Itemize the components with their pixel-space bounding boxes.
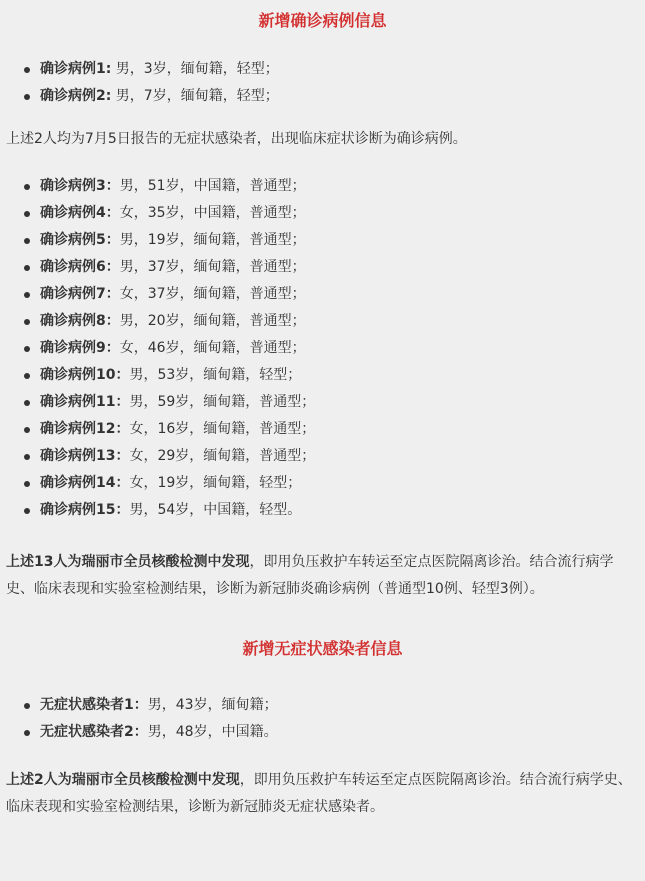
asymptomatic-cases-list [0, 692, 645, 746]
case-details: 男，43岁，缅甸籍； [147, 697, 278, 713]
list-item [22, 83, 645, 110]
case-label: 确诊病例14： [40, 475, 130, 491]
list-item [22, 335, 645, 362]
case-label: 确诊病例6： [40, 259, 120, 275]
list-item [22, 497, 645, 524]
case-details: 男，51岁，中国籍，普通型； [119, 178, 306, 194]
list-item [22, 416, 645, 443]
case-label: 确诊病例15： [40, 502, 130, 518]
case-details: 男，3岁，缅甸籍，轻型； [111, 61, 279, 77]
note-confirmed-cases-source [0, 549, 645, 603]
note-asymptomatic-source [0, 767, 645, 821]
list-item [22, 281, 645, 308]
case-details: 女，35岁，中国籍，普通型； [119, 205, 306, 221]
list-item [22, 692, 645, 719]
case-label: 无症状感染者1： [40, 697, 148, 713]
case-label: 确诊病例10： [40, 367, 130, 383]
list-item [22, 227, 645, 254]
case-details: 男，53岁，缅甸籍，轻型； [129, 367, 302, 383]
note-text: ，即用负压救护车转运至定点医院隔离诊治。结合流行病学史、临床表现和实验室检测结果，诊断为新冠肺炎确诊病例（普通型10例、轻型3例）。 [6, 554, 614, 597]
case-label: 无症状感染者2： [40, 724, 148, 740]
list-item [22, 443, 645, 470]
case-details: 男，54岁，中国籍，轻型。 [129, 502, 302, 518]
case-label: 确诊病例2: [40, 88, 112, 104]
section-title-asymptomatic: 新增无症状感染者信息 [242, 639, 403, 658]
confirmed-cases-list-1 [0, 56, 645, 110]
list-item [22, 470, 645, 497]
case-label: 确诊病例1: [40, 61, 112, 77]
note-reclassified-cases: 上述2人均为7月5日报告的无症状感染者，出现临床症状诊断为确诊病例。 [6, 131, 467, 147]
list-item [22, 173, 645, 200]
case-details: 女，37岁，缅甸籍，普通型； [119, 286, 306, 302]
case-details: 女，46岁，缅甸籍，普通型； [119, 340, 306, 356]
case-label: 确诊病例13： [40, 448, 130, 464]
case-label: 确诊病例9： [40, 340, 120, 356]
list-item [22, 254, 645, 281]
case-label: 确诊病例7： [40, 286, 120, 302]
case-details: 女，19岁，缅甸籍，轻型； [129, 475, 302, 491]
case-details: 女，16岁，缅甸籍，普通型； [129, 421, 316, 437]
note-bold-text: 上述2人为瑞丽市全员核酸检测中发现 [6, 772, 240, 788]
list-item [22, 362, 645, 389]
case-label: 确诊病例12： [40, 421, 130, 437]
list-item [22, 200, 645, 227]
list-item [22, 308, 645, 335]
confirmed-cases-list-2 [0, 173, 645, 524]
case-details: 男，20岁，缅甸籍，普通型； [119, 313, 306, 329]
case-details: 男，37岁，缅甸籍，普通型； [119, 259, 306, 275]
case-label: 确诊病例11： [40, 394, 130, 410]
note-bold-text: 上述13人为瑞丽市全员核酸检测中发现 [6, 554, 250, 570]
case-details: 男，48岁，中国籍。 [147, 724, 278, 740]
list-item [22, 389, 645, 416]
case-label: 确诊病例5： [40, 232, 120, 248]
list-item [22, 719, 645, 746]
note-text: ，即用负压救护车转运至定点医院隔离诊治。结合流行病学史、临床表现和实验室检测结果，诊断为新冠肺炎无症状感染者。 [6, 772, 632, 815]
case-label: 确诊病例8： [40, 313, 120, 329]
section-title-confirmed-cases: 新增确诊病例信息 [258, 11, 387, 30]
case-details: 女，29岁，缅甸籍，普通型； [129, 448, 316, 464]
list-item [22, 56, 645, 83]
case-label: 确诊病例3： [40, 178, 120, 194]
case-details: 男，19岁，缅甸籍，普通型； [119, 232, 306, 248]
case-details: 男，7岁，缅甸籍，轻型； [111, 88, 279, 104]
case-label: 确诊病例4： [40, 205, 120, 221]
case-details: 男，59岁，缅甸籍，普通型； [129, 394, 316, 410]
